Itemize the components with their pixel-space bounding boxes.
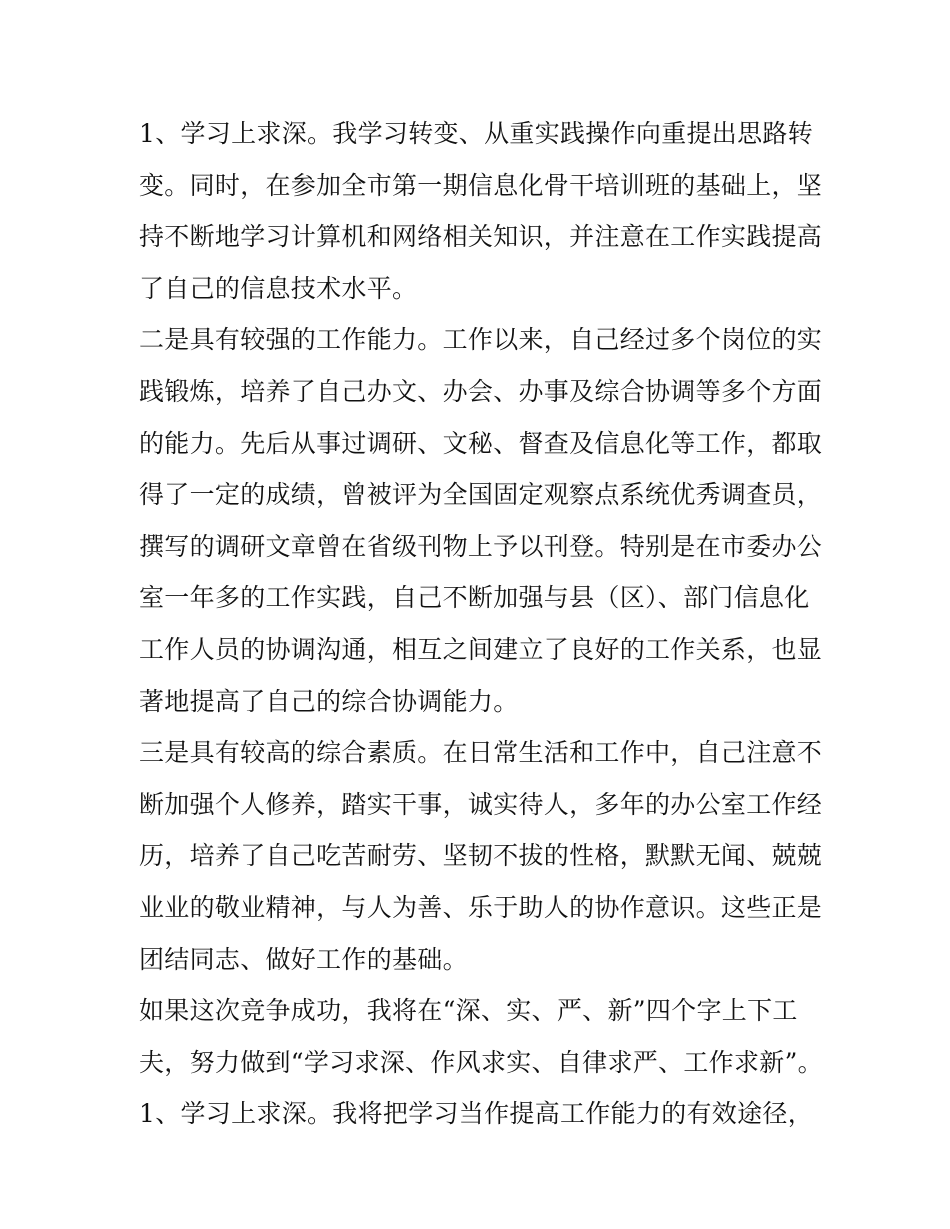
text-line: 撰写的调研文章曾在省级刊物上予以刊登。特别是在市委办公 — [139, 531, 823, 561]
text-line: 如果这次竞争成功，我将在“深、实、严、新”四个字上下工 — [139, 996, 798, 1026]
text-line: 二是具有较强的工作能力。工作以来，自己经过多个岗位的实 — [139, 325, 823, 355]
text-line: 业业的敬业精神，与人为善、乐于助人的协作意识。这些正是 — [139, 892, 823, 922]
text-line: 三是具有较高的综合素质。在日常生活和工作中，自己注意不 — [139, 738, 823, 768]
text-line: 践锻炼，培养了自己办文、办会、办事及综合协调等多个方面 — [139, 376, 823, 406]
text-line: 变。同时，在参加全市第一期信息化骨干培训班的基础上，坚 — [139, 170, 823, 200]
document-body — [139, 108, 823, 1140]
text-line: 夫，努力做到“学习求深、作风求实、自律求严、工作求新”。 — [139, 1047, 823, 1077]
text-line: 工作人员的协调沟通，相互之间建立了良好的工作关系，也显 — [139, 634, 823, 664]
text-line: 1、学习上求深。我将把学习当作提高工作能力的有效途径， — [139, 1099, 814, 1129]
text-line: 著地提高了自己的综合协调能力。 — [139, 686, 519, 716]
text-line: 的能力。先后从事过调研、文秘、督查及信息化等工作，都取 — [139, 428, 823, 458]
text-line: 历，培养了自己吃苦耐劳、坚韧不拔的性格，默默无闻、兢兢 — [139, 841, 823, 871]
text-line: 得了一定的成绩，曾被评为全国固定观察点系统优秀调查员， — [139, 480, 823, 510]
text-line: 持不断地学习计算机和网络相关知识，并注意在工作实践提高 — [139, 222, 823, 252]
text-line: 团结同志、做好工作的基础。 — [139, 944, 468, 974]
text-line: 了自己的信息技术水平。 — [139, 273, 418, 303]
text-line: 断加强个人修养，踏实干事，诚实待人，多年的办公室工作经 — [139, 789, 823, 819]
text-line: 1、学习上求深。我学习转变、从重实践操作向重提出思路转 — [139, 119, 814, 148]
text-line: 室一年多的工作实践，自己不断加强与县（区）、部门信息化 — [139, 583, 810, 613]
